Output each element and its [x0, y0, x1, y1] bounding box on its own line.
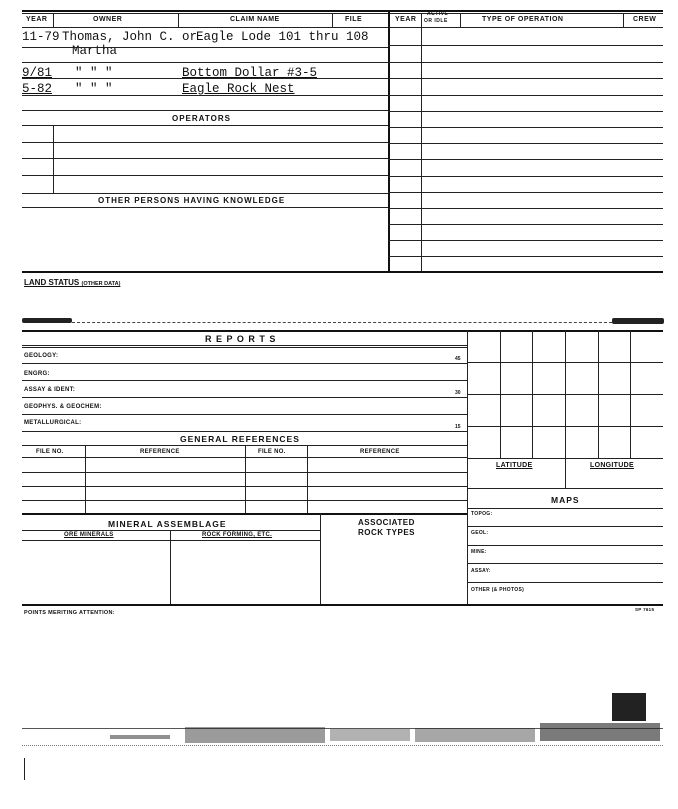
map-mine: MINE:: [471, 549, 487, 555]
general-references-title: GENERAL REFERENCES: [180, 434, 300, 444]
claim-row-3-owner: " " ": [75, 66, 113, 80]
header-active: ACTIVE: [427, 11, 449, 17]
header-idle: OR IDLE: [424, 18, 448, 24]
claim-row-3-claim: Bottom Dollar #3-5: [182, 66, 318, 80]
report-geology: GEOLOGY:: [24, 353, 59, 359]
map-geol: GEOL:: [471, 530, 489, 536]
claim-row-4-year: 5-82: [22, 82, 53, 96]
ore-minerals-label: ORE MINERALS: [64, 532, 114, 538]
claim-row-1-year: 11-79: [22, 30, 60, 44]
header-crew: CREW: [633, 16, 657, 23]
ref-header-reference-1: REFERENCE: [140, 449, 180, 455]
claim-row-4-owner: " " ": [75, 82, 113, 96]
maps-title: MAPS: [551, 495, 580, 505]
claim-row-1-owner: Thomas, John C. or: [62, 30, 198, 44]
header-file: FILE: [345, 16, 363, 23]
header-type-operation: TYPE OF OPERATION: [482, 16, 564, 23]
ref-header-file-1: FILE NO.: [36, 449, 64, 455]
ref-header-file-2: FILE NO.: [258, 449, 286, 455]
latitude-label: LATITUDE: [496, 462, 533, 469]
header-claim-name: CLAIM NAME: [230, 16, 280, 23]
header-year: YEAR: [26, 16, 48, 23]
assoc-rock-line2: ROCK TYPES: [358, 528, 416, 537]
header-ops-year: YEAR: [395, 16, 417, 23]
report-assay: ASSAY & IDENT:: [24, 387, 76, 393]
claim-row-3-year: 9/81: [22, 66, 53, 80]
claim-row-4-claim: Eagle Rock Nest: [182, 82, 295, 96]
header-owner: OWNER: [93, 16, 123, 23]
points-meriting-attention: POINTS MERITING ATTENTION:: [24, 610, 115, 616]
reports-title: R E P O R T S: [205, 334, 277, 344]
knowledge-title: OTHER PERSONS HAVING KNOWLEDGE: [98, 196, 286, 205]
claim-row-2-owner: Martha: [72, 44, 118, 58]
map-topog: TOPOG:: [471, 511, 493, 517]
rock-forming-label: ROCK FORMING, ETC.: [202, 532, 273, 538]
map-assay: ASSAY:: [471, 568, 491, 574]
longitude-label: LONGITUDE: [590, 462, 634, 469]
assoc-rock-line1: ASSOCIATED: [358, 518, 415, 527]
claim-row-1-claim: Eagle Lode 101 thru 108: [196, 30, 369, 44]
land-status-label: LAND STATUS (OTHER DATA): [24, 278, 121, 287]
report-geophys: GEOPHYS. & GEOCHEM:: [24, 404, 102, 410]
report-engrg: ENGRG:: [24, 371, 50, 377]
form-number: SP 7615: [635, 607, 655, 612]
report-metallurgical: METALLURGICAL:: [24, 420, 82, 426]
map-other: OTHER (& PHOTOS): [471, 587, 525, 593]
operators-title: OPERATORS: [172, 114, 231, 123]
mineral-title: MINERAL ASSEMBLAGE: [108, 519, 227, 529]
ref-header-reference-2: REFERENCE: [360, 449, 400, 455]
